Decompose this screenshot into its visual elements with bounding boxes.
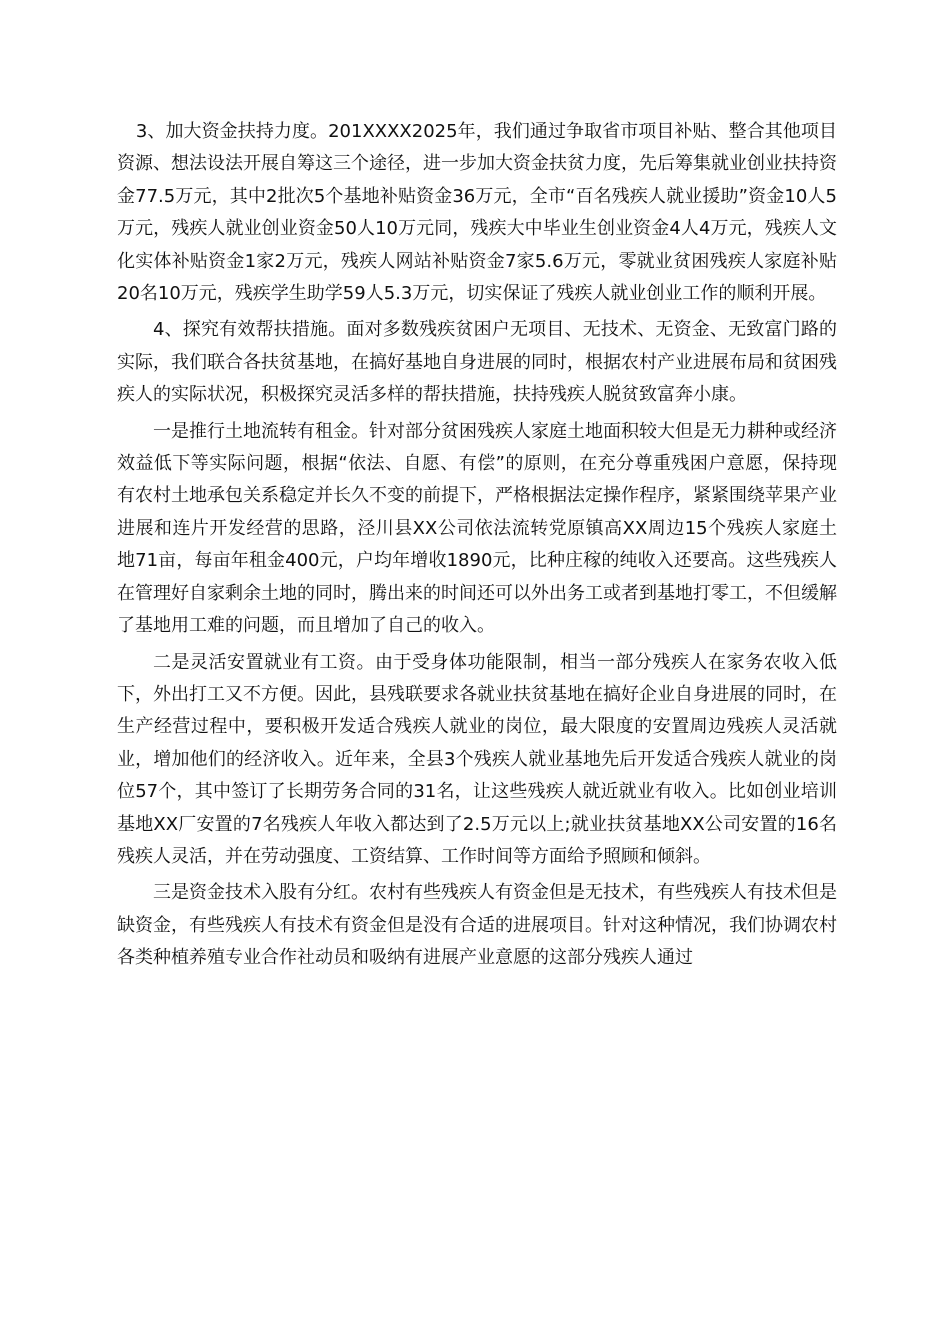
paragraph-assistance-measures: 4、探究有效帮扶措施。面对多数残疾贫困户无项目、无技术、无资金、无致富门路的实际，我们联合各扶贫基地，在搞好基地自身进展的同时，根据农村产业进展布局和贫困残疾人的实际状况，积极探究灵活多样的帮扶措施，扶持残疾人脱贫致富奔小康。 [117,319,837,406]
paragraph-land-transfer: 一是推行土地流转有租金。针对部分贫困残疾人家庭土地面积较大但是无力耕种或经济效益低下等实际问题，根据“依法、自愿、有偿”的原则，在充分尊重残困户意愿，保持现有农村土地承包关系稳定并长久不变的前提下，严格根据法定操作程序，紧紧围绕苹果产业进展和连片开发经营的思路，泾川县XX公司依法流转党原镇高XX周边15个残疾人家庭土地71亩，每亩年租金400元，户均年增收1890元，比种庄稼的纯收入还要高。这些残疾人在管理好自家剩余土地的同时，腾出来的时间还可以外出务工或者到基地打零工，不但缓解了基地用工难的问题，而且增加了自己的收入。 [117,420,837,637]
paragraph-capital-technology-shares: 三是资金技术入股有分红。农村有些残疾人有资金但是无技术，有些残疾人有技术但是缺资金，有些残疾人有技术有资金但是没有合适的进展项目。针对这种情况，我们协调农村各类种植养殖专业合作社动员和吸纳有进展产业意愿的这部分残疾人通过 [117,882,837,969]
paragraph-flexible-employment: 二是灵活安置就业有工资。由于受身体功能限制，相当一部分残疾人在家务农收入低下，外出打工又不方便。因此，县残联要求各就业扶贫基地在搞好企业自身进展的同时，在生产经营过程中，要积极开发适合残疾人就业的岗位，最大限度的安置周边残疾人灵活就业，增加他们的经济收入。近年来，全县3个残疾人就业基地先后开发适合残疾人就业的岗位57个，其中签订了长期劳务合同的31名，让这些残疾人就近就业有收入。比如创业培训基地XX厂安置的7名残疾人年收入都达到了2.5万元以上;就业扶贫基地XX公司安置的16名残疾人灵活，并在劳动强度、工资结算、工作时间等方面给予照顾和倾斜。 [117,651,837,867]
paragraph-funding-support: 3、加大资金扶持力度。201XXXX2025年，我们通过争取省市项目补贴、整合其他项目资源、想法设法开展自筹这三个途径，进一步加大资金扶贫力度，先后筹集就业创业扶持资金77.5万元，其中2批次5个基地补贴资金36万元，全市“百名残疾人就业援助”资金10人5万元，残疾人就业创业资金50人10万元同，残疾大中毕业生创业资金4人4万元，残疾人文化实体补贴资金1家2万元，残疾人网站补贴资金7家5.6万元，零就业贫困残疾人家庭补贴20名10万元，残疾学生助学59人5.3万元，切实保证了残疾人就业创业工作的顺利开展。 [117,121,837,305]
